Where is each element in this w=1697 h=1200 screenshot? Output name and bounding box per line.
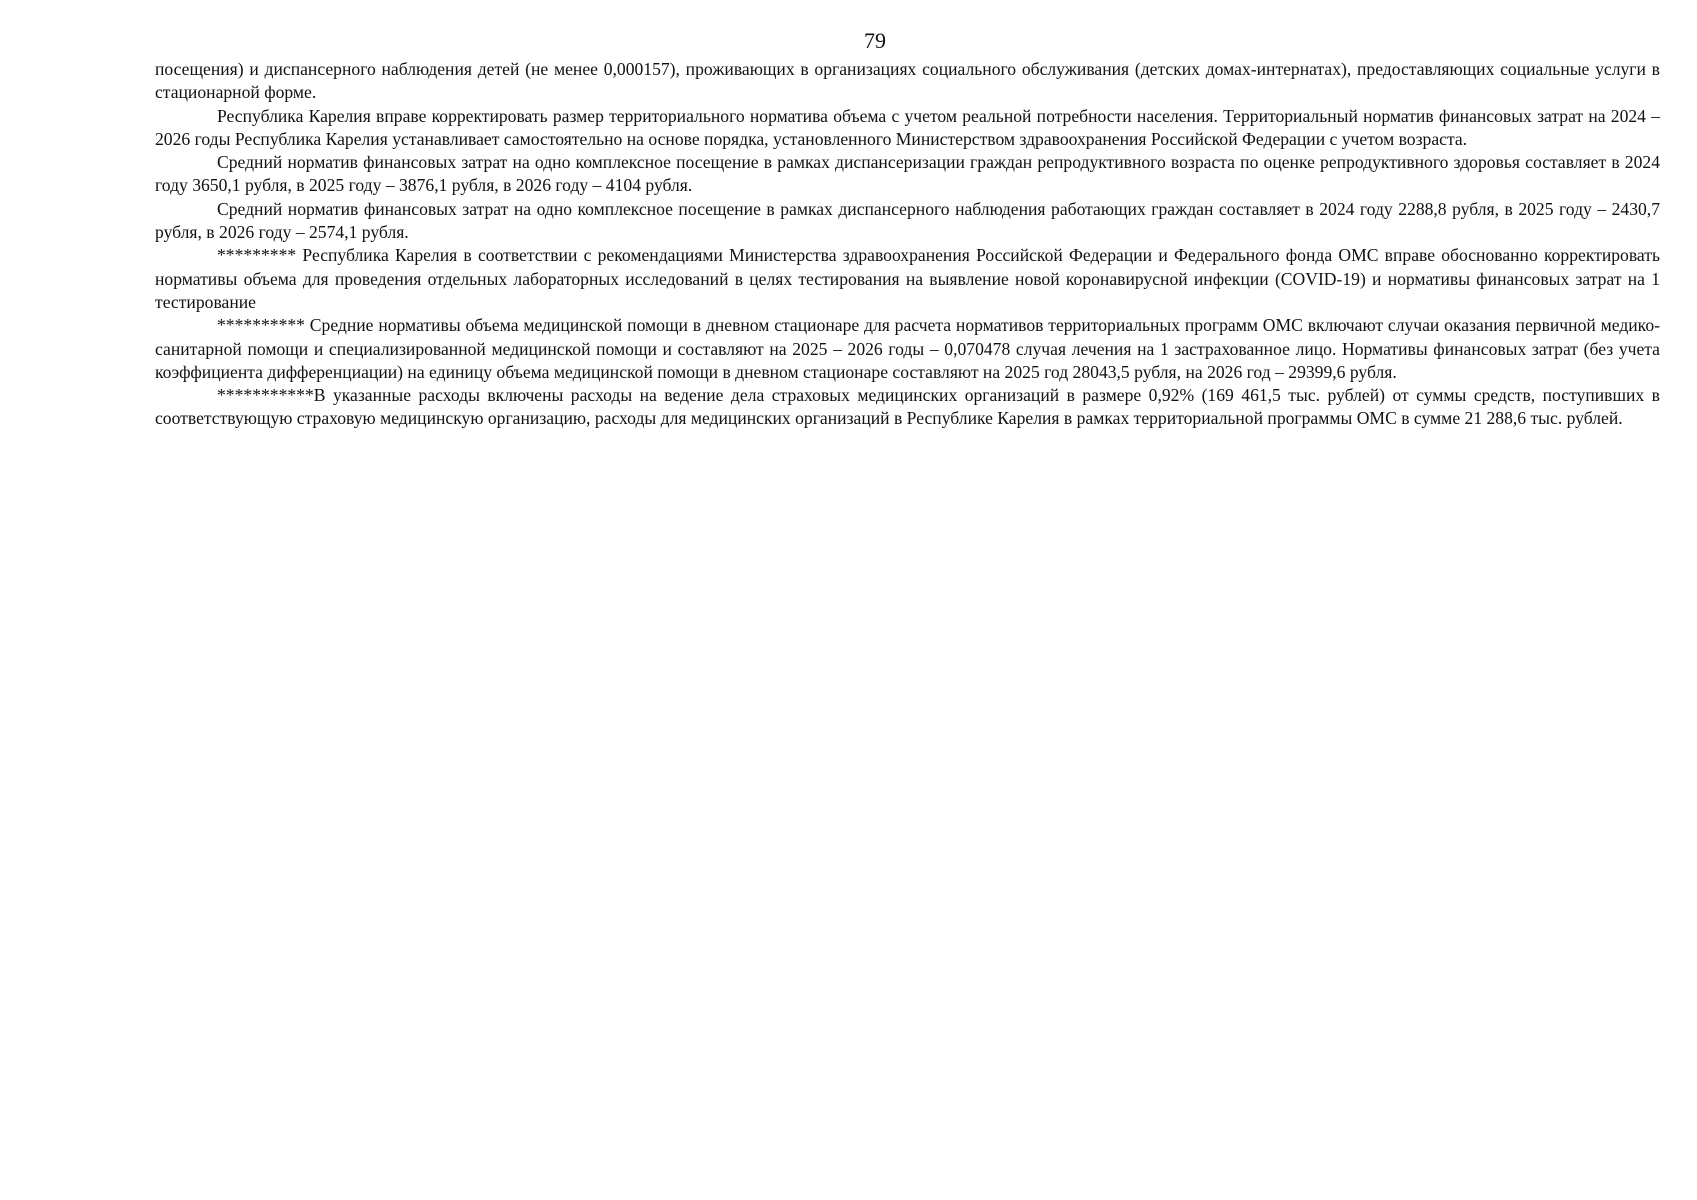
paragraph-reproductive-checkup: Средний норматив финансовых затрат на одно комплексное посещение в рамках диспансеризации граждан репродуктивного возраста по оценке репродуктивного здоровья составляет в 2024 году 3650,1 рубля, в 2025 году – 3876,1 рубля, в 2026 году – 4104 рубля. bbox=[155, 152, 1660, 196]
footnote-insurance-expenses: ***********В указанные расходы включены расходы на ведение дела страховых медицинских организаций в размере 0,92% (169 461,5 тыс. рублей) от суммы средств, поступивших в соответствующую страховую медицинскую организацию, расходы для медицинских организаций в Республике Карелия в рамках территориальной программы ОМС в сумме 21 288,6 тыс. рублей. bbox=[155, 385, 1660, 429]
paragraph-continuation: посещения) и диспансерного наблюдения детей (не менее 0,000157), проживающих в организациях социального обслуживания (детских домах-интернатах), предоставляющих социальные услуги в стационарной форме. bbox=[155, 59, 1660, 103]
document-body bbox=[155, 58, 1660, 431]
footnote-day-hospital: ********** Средние нормативы объема медицинской помощи в дневном стационаре для расчета нормативов территориальных программ ОМС включают случаи оказания первичной медико-санитарной помощи и специализированной медицинской помощи и составляют на 2025 – 2026 годы – 0,070478 случая лечения на 1 застрахованное лицо. Нормативы финансовых затрат (без учета коэффициента дифференциации) на единицу объема медицинской помощи в дневном стационаре составляют на 2025 год 28043,5 рубля, на 2026 год – 29399,6 рубля. bbox=[155, 315, 1660, 382]
paragraph-territorial-norm: Республика Карелия вправе корректировать размер территориального норматива объема с учетом реальной потребности населения. Территориальный норматив финансовых затрат на 2024 – 2026 годы Республика Карелия устанавливает самостоятельно на основе порядка, установленного Министерством здравоохранения Российской Федерации с учетом возраста. bbox=[155, 105, 1660, 149]
footnote-covid-testing: ********* Республика Карелия в соответствии с рекомендациями Министерства здравоохранения Российской Федерации и Федерального фонда ОМС вправе обоснованно корректировать нормативы объема для проведения отдельных лабораторных исследований в целях тестирования на выявление новой коронавирусной инфекции (COVID-19) и нормативы финансовых затрат на 1 тестирование bbox=[155, 245, 1660, 312]
paragraph-dispensary-observation: Средний норматив финансовых затрат на одно комплексное посещение в рамках диспансерного наблюдения работающих граждан составляет в 2024 году 2288,8 рубля, в 2025 году – 2430,7 рубля, в 2026 году – 2574,1 рубля. bbox=[155, 198, 1660, 243]
page-number: 79 bbox=[864, 28, 886, 53]
